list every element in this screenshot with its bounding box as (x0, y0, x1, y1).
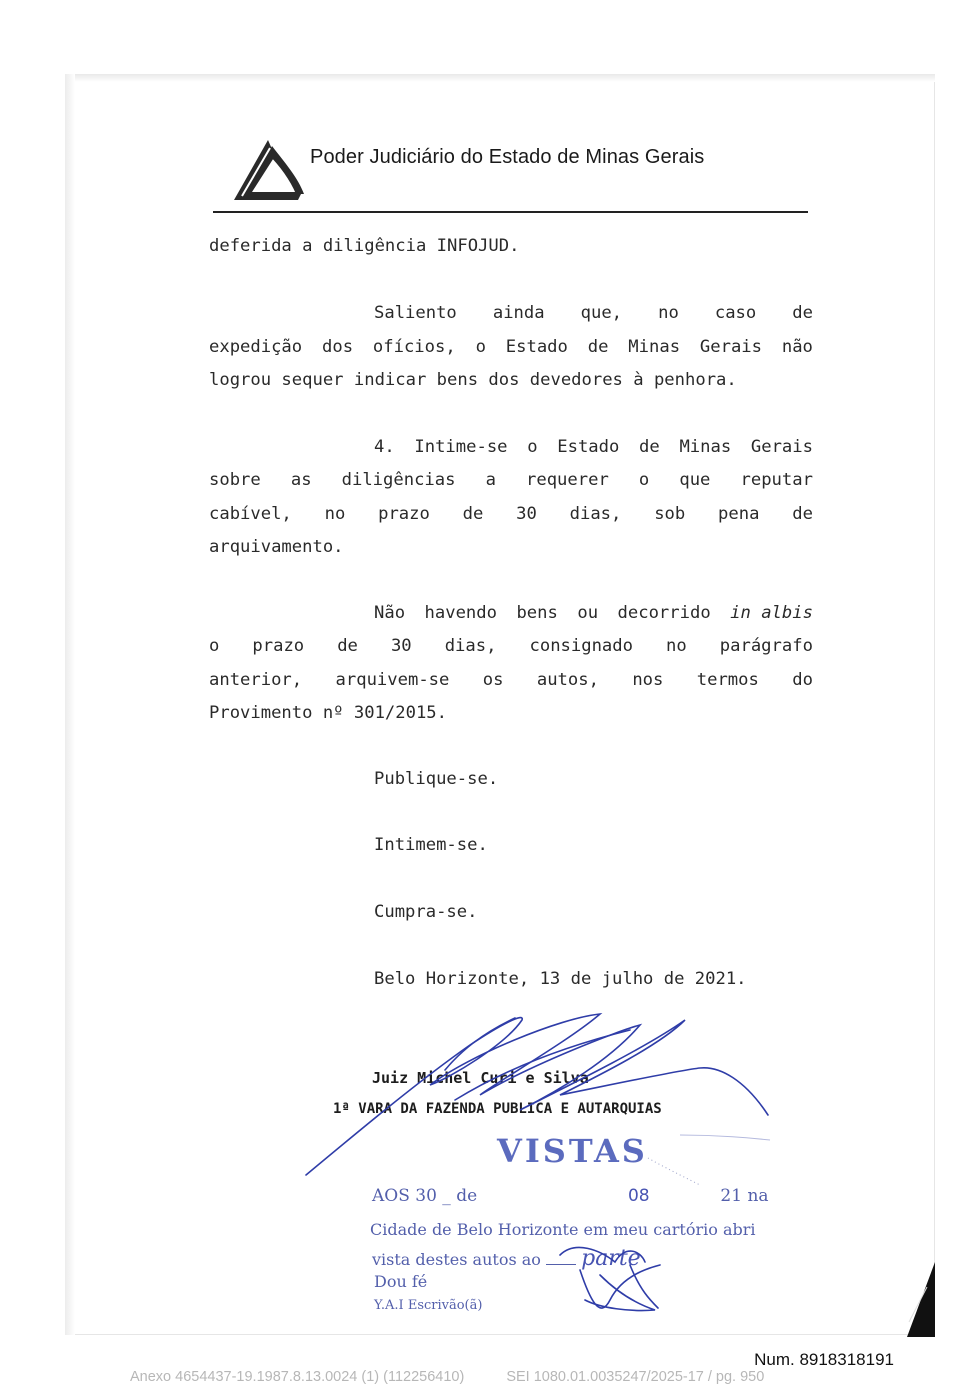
word: pena (718, 504, 760, 524)
p2-line-3 (209, 370, 813, 394)
word: logrou sequer indicar bens dos devedores à penhora. (209, 370, 737, 390)
word: de (792, 504, 813, 524)
scan-shadow (65, 74, 935, 82)
word: de (587, 337, 609, 357)
word: diligências (341, 470, 456, 490)
court-title: Poder Judiciário do Estado de Minas Gerais (310, 146, 705, 168)
word: dias, (569, 504, 622, 524)
vistas-stamp-title: VISTAS (497, 1132, 648, 1170)
word: havendo (424, 603, 497, 623)
word: arquivamento. (209, 537, 344, 557)
word: Estado (557, 437, 620, 457)
word: Minas (679, 437, 732, 457)
word: Estado (505, 337, 568, 357)
word: Intime-se (414, 437, 508, 457)
word: a (485, 470, 496, 490)
document-number: Num. 8918318191 (754, 1350, 894, 1369)
word: nos (632, 670, 664, 690)
word: anterior, (209, 670, 303, 690)
word: o (209, 636, 220, 656)
word: consignado (529, 636, 633, 656)
word: Minas (628, 337, 681, 357)
word: parágrafo (719, 636, 813, 656)
stamp-line-2: Cidade de Belo Horizonte em meu cartório abri (370, 1220, 756, 1239)
p4-line-1 (374, 603, 813, 627)
word: expedição (209, 337, 303, 357)
word: ou (577, 603, 599, 623)
word: Gerais (750, 437, 813, 457)
body-line-1: deferida a diligência INFOJUD. (209, 236, 520, 256)
stamp-line-4: Dou fé (374, 1272, 428, 1291)
word: decorrido (617, 603, 711, 623)
judge-name: Juiz Michel Curi e Silva (372, 1069, 589, 1087)
stamp-line-3 (372, 1246, 641, 1271)
p2-line-2 (209, 337, 813, 361)
word: Provimento nº 301/2015. (209, 703, 447, 723)
stamp-vista-label: vista destes autos ao (372, 1250, 541, 1269)
page-corner-mark (897, 1262, 937, 1337)
p3-line-2 (209, 470, 813, 494)
word: de (639, 437, 660, 457)
word: termos (696, 670, 759, 690)
word: Gerais (699, 337, 762, 357)
word: requerer (526, 470, 609, 490)
word: no (666, 636, 687, 656)
word: ofícios, (372, 337, 456, 357)
word: o (638, 470, 650, 490)
publique-line: Publique-se. (374, 769, 499, 789)
stamp-line-5: Y.A.I Escrivão(ã) (374, 1298, 483, 1313)
word: que, (580, 303, 623, 323)
stamp-line-1 (372, 1186, 769, 1206)
word: cabível, (209, 504, 292, 524)
word: Não (374, 603, 406, 623)
word: os (482, 670, 504, 690)
word: de (462, 504, 484, 524)
word: reputar (740, 470, 813, 490)
p4-line-3 (209, 670, 813, 694)
footer-annex-text: Anexo 4654437-19.1987.8.13.0024 (1) (112256410) (130, 1369, 465, 1385)
date-line: Belo Horizonte, 13 de julho de 2021. (374, 969, 747, 989)
word: no (324, 504, 346, 524)
word: de (792, 303, 813, 323)
word: ainda (492, 303, 545, 323)
word: sob (654, 504, 686, 524)
in-albis-italic: in albis (730, 603, 813, 623)
intimem-line: Intimem-se. (374, 835, 488, 855)
stamp-day: AOS 30 _ de (372, 1186, 478, 1206)
word: sobre (209, 470, 261, 490)
word: prazo (378, 504, 430, 524)
p4-line-2 (209, 636, 813, 660)
word: do (792, 670, 813, 690)
word: dos (322, 337, 354, 357)
footer-annex (130, 1369, 764, 1385)
word: prazo (252, 636, 305, 656)
word: as (290, 470, 312, 490)
word: dias, (444, 636, 497, 656)
header-divider (213, 211, 808, 213)
stamp-year: 21 na (720, 1186, 769, 1206)
p4-line-4 (209, 703, 813, 727)
word: 30 (516, 504, 537, 524)
p2-line-1 (374, 303, 813, 327)
scan-edge (65, 74, 75, 1335)
word: o (527, 437, 538, 457)
word: o (475, 337, 486, 357)
word: arquivem-se (335, 670, 450, 690)
word: autos, (536, 670, 599, 690)
word: 30 (390, 636, 412, 656)
word: que (679, 470, 711, 490)
court-name: 1ª VARA DA FAZENDA PUBLICA E AUTARQUIAS (333, 1101, 662, 1117)
p3-line-1 (374, 437, 813, 461)
p3-line-3 (209, 504, 813, 528)
stamp-month: 08 (627, 1186, 650, 1206)
p3-line-4 (209, 537, 813, 561)
word: caso (714, 303, 757, 323)
footer-sei-text: SEI 1080.01.0035247/2025-17 / pg. 950 (506, 1369, 765, 1385)
cumpra-line: Cumpra-se. (374, 902, 478, 922)
word: Saliento (374, 303, 457, 323)
tjmg-logo-icon (228, 134, 308, 204)
word: não (781, 337, 813, 357)
word: no (658, 303, 679, 323)
word: de (337, 636, 358, 656)
word: 4. (374, 437, 395, 457)
word: bens (516, 603, 558, 623)
stamp-handwritten-parte: parte (581, 1246, 641, 1271)
